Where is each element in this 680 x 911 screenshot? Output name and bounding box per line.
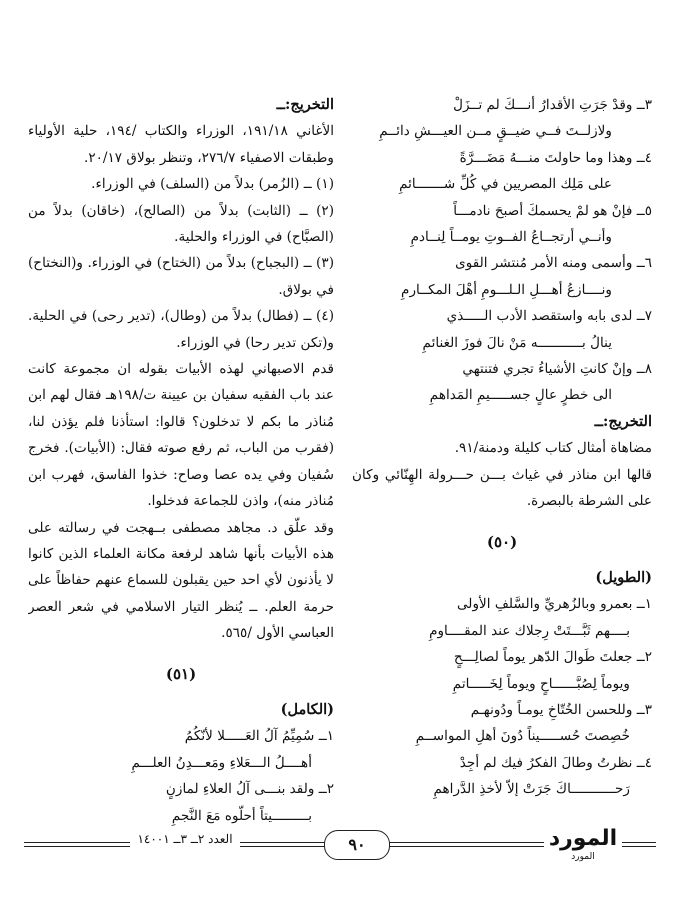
verse-line: ونــــازعُ أهـــلِ الـلـــومِ أهْلَ المكــارمِ <box>401 281 612 298</box>
page-footer <box>24 826 656 870</box>
verse-line: ١ــ بعمرو وبالزُهريِّ والسَّلفِ الأولى <box>456 596 652 613</box>
verse-line: خُصِصتَ حُســـــيناً دُونَ أهلِ المواســمِ <box>415 728 630 745</box>
meter-label: (الكامل) <box>280 700 334 718</box>
verse-line: ٧ــ لدى بابه واستقصد الأدب الـــــذي <box>446 308 652 325</box>
verse-line: ٨ــ وإنْ كانتِ الأشياءُ تجري فتنتهي <box>462 361 652 378</box>
paragraph: (٣) ــ (البجباح) بدلاً من (الختاح) في الوزراء. و(النختاح) في بولاق. <box>28 255 334 298</box>
verse-line: رَحـــــــــــاكَ جَرَتْ إلاّ لأخذِ الدَّراهمِ <box>433 781 630 798</box>
takhrij-text: قالها ابن مناذر في غياث بـــن حـــرولة الهِنّائي وكان على الشرطة بالبصرة. <box>352 466 652 510</box>
verse-line: ٣ــ وقدْ جَرَتِ الأقدارُ أنـــكَ لم تــزَلْ <box>453 97 652 113</box>
right-column <box>352 92 652 803</box>
journal-logo <box>544 826 622 864</box>
verse-line: ٥ــ فإنْ هو لمْ يحسمكَ أصبحَ نادمـــاً <box>453 202 652 219</box>
poem-51 <box>28 723 334 829</box>
paragraph: قدم الاصبهاني لهذه الأبيات بقوله ان مجموعة كانت عند باب الفقيه سفيان بن عيينة ت/١٩٨هـ فقال لهم ابن مُناذر ما بكم لا تدخلون؟ قالوا: استأذنا فلم يؤذن لنا، (فقرب من الباب، ثم رفع صوته فقال: (الأبيات). فخرج سُفيان وفي يده عصا وصاح: خذوا الفاسق، فهرب ابن مُناذر منه)، واذن للجماعة فدخلوا. <box>28 361 334 510</box>
verse-line: أهــــلُ الـــعَلاءِ ومَعـــدِنُ العلـــمِ <box>131 754 312 771</box>
takhrij-text: مضاهاة أمثال كتاب كليلة ودمنة/٩١. <box>454 440 652 457</box>
poem-49-continued <box>352 92 652 409</box>
verse-line: على مَلِك المصريين في كُلِّ شـــــــائمِ <box>399 176 612 193</box>
paragraph: (٤) ــ (فطال) بدلاً من (وطال)، (تدير رحى) في الحلية. و(تكن تدير رحا) في الوزراء. <box>28 308 334 351</box>
verse-line: بـــــــــيتاً أحلّوه مَعَ النَّجمِ <box>171 807 312 824</box>
verse-line: ٢ــ جعلتَ طَوالَ الدّهر يوماً لصالِـــحٍ <box>453 649 652 666</box>
poem-50 <box>352 591 652 802</box>
section-number: (٥١) <box>165 664 197 683</box>
verse-line: ٢ــ ولقد بنـــى آلُ العلاءِ لمازنٍ <box>165 781 334 798</box>
paragraph: (٢) ــ (الثابت) بدلاً من (الصالح)، (خاقان) بدلاً من (الصبَّاح) في الوزراء والحلية. <box>28 202 334 246</box>
verse-line: ولازلــتَ فــي ضيــقٍ مــن العيـــشِ دائــمِ <box>379 123 612 140</box>
verse-line: بــــهم ثَبَّـــتَتْ رِجلاك عند المقــــاومِ <box>429 622 630 639</box>
logo-subtext: المورد <box>571 852 595 862</box>
verse-line: وأنــي أرتجــاعُ الفــوتِ يومــاً لِنــادمِ <box>410 229 612 246</box>
takhrij-heading: التخريج:ــ <box>276 96 334 113</box>
verse-line: ويوماً لِصُبَّــــــاحٍ ويوماً لِخَـــــاتمِ <box>452 675 630 692</box>
verse-line: ٤ــ وهذا وما حاولتَ منـــهُ مَضَـــرَّةً <box>459 149 652 166</box>
issue-number: العدد ٢ــ ٣ــ ١٤٠٠١ <box>130 830 240 848</box>
verse-line: ينالُ بـــــــــــه مَنْ نالَ فوزَ الغنائمِ <box>422 334 612 351</box>
meter-label: (الطويل) <box>595 568 652 586</box>
page-number: ٩٠ <box>324 830 390 860</box>
verse-line: ٤ــ نظرتُ وطالَ الفكرُ فيك لم أجِدْ <box>459 754 652 771</box>
paragraph: وقد علّق د. مجاهد مصطفى بــهجت في رسالته على هذه الأبيات بأنها شاهد لرفعة مكانة العلماء الذين كانوا لا يأذنون لأي احد حين يقبلون للسماع عنهم حفاظاً على حرمة العلم. ــ يُنظر التيار الاسلامي في شعر العصر العباسي الأول /٥٦٥. <box>28 519 334 642</box>
paragraph: الأغاني ١٩١/١٨، الوزراء والكتاب /١٩٤، حلية الأولياء وطبقات الاصفياء ٢٧٦/٧، وتنظر بولاق ٢٠/١٧. <box>28 123 334 166</box>
paragraph: (١) ــ (الزُمر) بدلاً من (السلف) في الوزراء. <box>91 176 334 193</box>
verse-line: ١ــ سُمِيِّمُ آلُ العَـــــلا لأنّكُمُ <box>184 728 334 745</box>
verse-line: ٦ــ وأسمى ومنه الأمر مُنتشر القوى <box>455 255 652 272</box>
takhrij-heading: التخريج:ــ <box>594 412 652 430</box>
verse-line: الى خطرٍ عالٍ جســـــيمِ المَداهمِ <box>429 387 612 404</box>
left-column <box>28 92 334 829</box>
verse-line: ٣ــ وللحسن الخُتّاخِ يومـاً ودُونهـم <box>470 701 652 718</box>
logo-text: المورد <box>548 826 618 851</box>
section-number: (٥٠) <box>486 532 518 551</box>
